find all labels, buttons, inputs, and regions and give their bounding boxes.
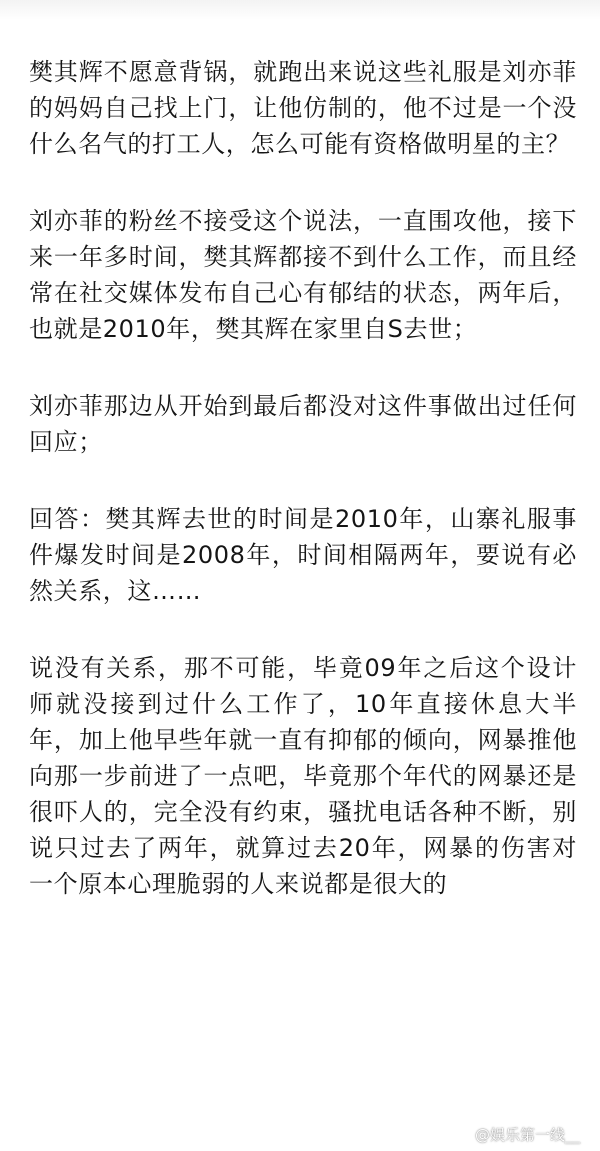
paragraph-2: 刘亦菲的粉丝不接受这个说法，一直围攻他，接下来一年多时间，樊其辉都接不到什么工作，而且经常在社交媒体发布自己心有郁结的状态，两年后，也就是2010年，樊其辉在家里自S去世；	[29, 207, 577, 343]
article-body	[29, 54, 577, 943]
paragraph-4: 回答：樊其辉去世的时间是2010年，山寨礼服事件爆发时间是2008年，时间相隔两年，要说有必然关系，这……	[29, 505, 577, 605]
paragraph-3: 刘亦菲那边从开始到最后都没对这件事做出过任何回应；	[29, 392, 577, 456]
paragraph-1: 樊其辉不愿意背锅，就跑出来说这些礼服是刘亦菲的妈妈自己找上门，让他仿制的，他不过是一个没什么名气的打工人，怎么可能有资格做明星的主？	[29, 58, 577, 158]
weibo-icon	[451, 1124, 471, 1145]
weibo-watermark	[451, 1124, 580, 1145]
top-band	[0, 0, 600, 20]
watermark-text: @娱乐第一线__	[474, 1126, 580, 1144]
paragraph-5: 说没有关系，那不可能，毕竟09年之后这个设计师就没接到过什么工作了，10年直接休息大半年，加上他早些年就一直有抑郁的倾向，网暴推他向那一步前进了一点吧，毕竟那个年代的网暴还是很吓人的，完全没有约束，骚扰电话各种不断，别说只过去了两年，就算过去20年，网暴的伤害对一个原本心理脆弱的人来说都是很大的	[29, 654, 577, 898]
